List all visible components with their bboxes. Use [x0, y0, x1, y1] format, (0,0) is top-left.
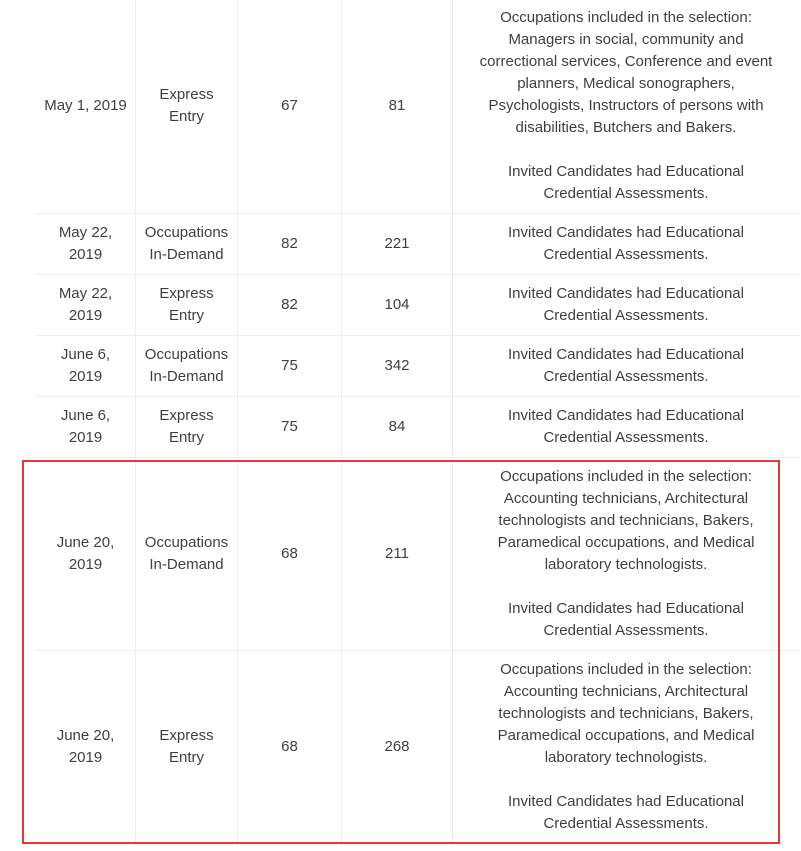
draw-date: June 6, 2019	[60, 346, 111, 385]
notes-cell	[453, 397, 800, 458]
invitations-count: 84	[388, 418, 406, 435]
stream-name: Occupations In-Demand	[144, 534, 229, 573]
score-cell	[238, 458, 342, 651]
score-cell	[238, 275, 342, 336]
minimum-score: 82	[281, 235, 298, 252]
invitations-cell	[342, 397, 453, 458]
eca-note: Invited Candidates had Educational Credential Assessments.	[507, 600, 744, 639]
table-row	[36, 651, 799, 844]
notes-cell	[453, 336, 800, 397]
invitations-count: 104	[384, 296, 410, 313]
stream-name: Express Entry	[159, 407, 214, 446]
table-row	[36, 214, 799, 275]
table-row	[36, 458, 799, 651]
notes-cell	[453, 651, 800, 844]
stream-name: Occupations In-Demand	[144, 346, 229, 385]
invitations-count: 221	[384, 235, 410, 252]
eca-note: Invited Candidates had Educational Credential Assessments.	[507, 163, 744, 202]
occupations-note: Occupations included in the selection: Accounting technicians, Architectural technologists and technicians, Bakers, Paramedical occupations, and Medical laboratory technologists.	[497, 468, 755, 573]
notes-cell	[453, 458, 800, 651]
notes-cell	[453, 0, 800, 214]
invitations-cell	[342, 458, 453, 651]
eca-note: Invited Candidates had Educational Credential Assessments.	[507, 407, 744, 446]
stream-cell	[136, 458, 238, 651]
draws-table	[36, 0, 799, 843]
stream-name: Occupations In-Demand	[144, 224, 229, 263]
invitations-cell	[342, 214, 453, 275]
draw-date-cell	[36, 275, 136, 336]
stream-name: Express Entry	[159, 285, 214, 324]
table-row	[36, 397, 799, 458]
eca-note: Invited Candidates had Educational Credential Assessments.	[507, 346, 744, 385]
invitations-cell	[342, 651, 453, 844]
stream-cell	[136, 336, 238, 397]
minimum-score: 75	[281, 357, 298, 374]
invitations-count: 342	[384, 357, 410, 374]
stream-name: Express Entry	[159, 86, 214, 125]
eca-note: Invited Candidates had Educational Credential Assessments.	[507, 285, 744, 324]
table-row	[36, 0, 799, 214]
score-cell	[238, 214, 342, 275]
score-cell	[238, 0, 342, 214]
draw-date: June 6, 2019	[60, 407, 111, 446]
draw-date: May 22, 2019	[58, 224, 113, 263]
table-row	[36, 336, 799, 397]
invitations-count: 268	[384, 738, 410, 755]
stream-cell	[136, 651, 238, 844]
stream-cell	[136, 0, 238, 214]
minimum-score: 75	[281, 418, 298, 435]
draw-date-cell	[36, 336, 136, 397]
stream-cell	[136, 275, 238, 336]
eca-note: Invited Candidates had Educational Credential Assessments.	[507, 224, 744, 263]
draw-date: May 22, 2019	[58, 285, 113, 324]
occupations-note: Occupations included in the selection: Managers in social, community and correctional services, Conference and event planners, Medical sonographers, Psychologists, Instructors of persons with disabilities, Butchers and Bakers.	[479, 9, 773, 136]
draw-date-cell	[36, 214, 136, 275]
eca-note: Invited Candidates had Educational Credential Assessments.	[507, 793, 744, 832]
notes-cell	[453, 275, 800, 336]
draw-date-cell	[36, 458, 136, 651]
invitations-cell	[342, 0, 453, 214]
score-cell	[238, 397, 342, 458]
table-row	[36, 275, 799, 336]
draw-date: June 20, 2019	[56, 727, 115, 766]
draw-date: June 20, 2019	[56, 534, 115, 573]
minimum-score: 68	[281, 738, 298, 755]
invitations-cell	[342, 275, 453, 336]
invitations-count: 211	[385, 545, 409, 562]
minimum-score: 68	[281, 545, 298, 562]
draw-date-cell	[36, 0, 136, 214]
draw-date: May 1, 2019	[44, 97, 127, 114]
stream-cell	[136, 214, 238, 275]
draw-date-cell	[36, 651, 136, 844]
score-cell	[238, 651, 342, 844]
draw-date-cell	[36, 397, 136, 458]
notes-cell	[453, 214, 800, 275]
stream-name: Express Entry	[159, 727, 214, 766]
minimum-score: 82	[281, 296, 298, 313]
invitations-cell	[342, 336, 453, 397]
occupations-note: Occupations included in the selection: Accounting technicians, Architectural technologists and technicians, Bakers, Paramedical occupations, and Medical laboratory technologists.	[497, 661, 755, 766]
score-cell	[238, 336, 342, 397]
minimum-score: 67	[281, 97, 298, 114]
invitations-count: 81	[388, 97, 406, 114]
stream-cell	[136, 397, 238, 458]
